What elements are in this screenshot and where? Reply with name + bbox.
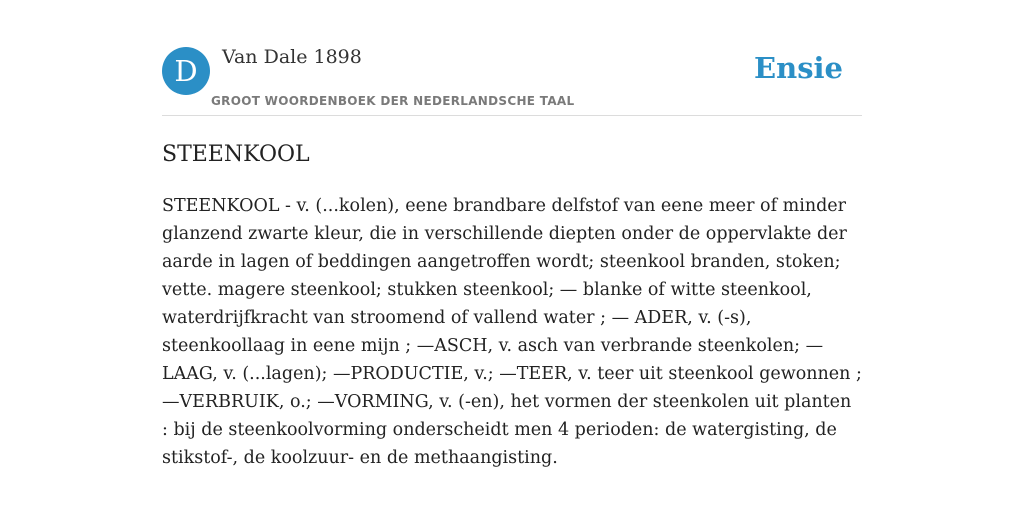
source-logo-icon[interactable]: D (162, 47, 210, 95)
brand-logo[interactable]: Ensie (754, 51, 843, 85)
entry-definition: STEENKOOL - v. (...kolen), eene brandbare delfstof van eene meer of minder glanzend zwarte kleur, die in verschillende diepten onder de oppervlakte der aarde in lagen of beddingen aangetroffen wordt; steenkool branden, stoken; vette. magere steenkool; stukken steenkool; — blanke of witte steenkool, waterdrijfkracht van stroomend of vallend water ; — ADER, v. (-s), steenkoollaag in eene mijn ; —ASCH, v. asch van verbrande steenkolen; —LAAG, v. (...lagen); —PRODUCTIE, v.; —TEER, v. teer uit steenkool gewonnen ; —VERBRUIK, o.; —VORMING, v. (-en), het vormen der steenkolen uit planten : bij de steenkoolvorming onderscheidt men 4 perioden: de watergisting, de stikstof-, de koolzuur- en de methaangisting. (162, 196, 862, 468)
divider (162, 115, 862, 116)
header (162, 45, 862, 115)
entry-headword: STEENKOOL (162, 142, 310, 167)
source-title[interactable]: Van Dale 1898 (222, 46, 362, 68)
source-subtitle: GROOT WOORDENBOEK DER NEDERLANDSCHE TAAL (211, 94, 575, 108)
